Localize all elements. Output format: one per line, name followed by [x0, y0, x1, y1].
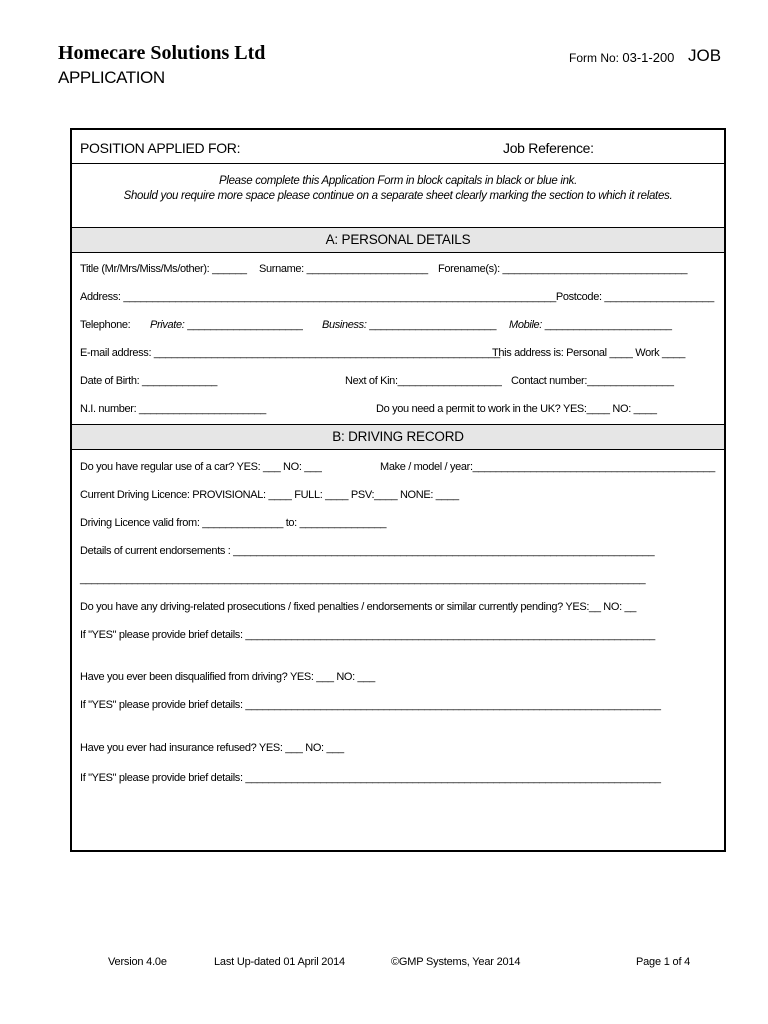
forenames-field[interactable]: Forename(s): ________________________________	[438, 263, 688, 275]
divider	[72, 252, 724, 253]
form-number	[569, 50, 674, 65]
position-row	[72, 130, 724, 163]
telephone-private-field[interactable]: Private: ____________________	[150, 319, 303, 331]
insurance-details-field[interactable]: If "YES" please provide brief details: ________________________________________________________________________	[80, 772, 661, 784]
company-name: Homecare Solutions Ltd	[58, 42, 266, 64]
work-permit-field[interactable]: Do you need a permit to work in the UK? YES:____ NO: ____	[376, 403, 657, 415]
ni-number-field[interactable]: N.I. number: ______________________	[80, 403, 266, 415]
instructions-line-2: Should you require more space please continue on a separate sheet clearly marking the section to which it relates.	[123, 190, 673, 202]
telephone-mobile-field[interactable]: Mobile: ______________________	[509, 319, 672, 331]
next-of-kin-field[interactable]: Next of Kin:__________________	[345, 375, 502, 387]
telephone-label: Telephone:	[80, 319, 131, 331]
document-subtitle: APPLICATION	[58, 68, 165, 87]
contact-number-field[interactable]: Contact number:_______________	[511, 375, 674, 387]
footer-copyright: ©GMP Systems, Year 2014	[391, 956, 521, 968]
car-use-field[interactable]: Do you have regular use of a car? YES: ___ NO: ___	[80, 461, 322, 473]
form-number-value: 03-1-200	[622, 50, 675, 65]
disqualified-details-field[interactable]: If "YES" please provide brief details: ________________________________________________________________________	[80, 699, 661, 711]
surname-field[interactable]: Surname: _____________________	[259, 263, 428, 275]
insurance-refused-field[interactable]: Have you ever had insurance refused? YES: ___ NO: ___	[80, 742, 344, 754]
pending-prosecutions-field[interactable]: Do you have any driving-related prosecutions / fixed penalties / endorsements or similar currently pending? YES:__ NO: __	[80, 601, 637, 613]
disqualified-field[interactable]: Have you ever been disqualified from driving? YES: ___ NO: ___	[80, 671, 375, 683]
address-field[interactable]: Address: ___________________________________________________________________________Postcode: ___________________	[80, 291, 714, 303]
form-number-label: Form No:	[569, 51, 620, 65]
job-reference-label: Job Reference:	[503, 140, 594, 156]
footer-page-number: Page 1 of 4	[636, 956, 691, 968]
instructions	[72, 174, 724, 204]
application-form	[70, 128, 726, 852]
form-word: JOB	[688, 46, 722, 65]
make-model-field[interactable]: Make / model / year:__________________________________________	[380, 461, 715, 473]
footer-updated: Last Up-dated 01 April 2014	[214, 956, 345, 968]
licence-valid-field[interactable]: Driving Licence valid from: ______________ to: _______________	[80, 517, 387, 529]
divider	[72, 163, 724, 164]
section-b-heading: B: DRIVING RECORD	[72, 425, 724, 449]
email-type-field[interactable]: This address is: Personal ____ Work ____	[492, 347, 686, 359]
driving-licence-field[interactable]: Current Driving Licence: PROVISIONAL: ____ FULL: ____ PSV:____ NONE: ____	[80, 489, 459, 501]
divider	[72, 449, 724, 450]
telephone-mobile-label: Mobile:	[509, 319, 543, 331]
email-field[interactable]: E-mail address: ____________________________________________________________	[80, 347, 500, 359]
telephone-private-label: Private:	[150, 319, 185, 331]
footer-version: Version 4.0e	[108, 956, 167, 968]
date-of-birth-field[interactable]: Date of Birth: _____________	[80, 375, 217, 387]
pending-details-field[interactable]: If "YES" please provide brief details: _______________________________________________________________________	[80, 629, 655, 641]
section-a-heading: A: PERSONAL DETAILS	[72, 228, 724, 252]
title-field[interactable]: Title (Mr/Mrs/Miss/Ms/other): ______	[80, 263, 247, 275]
telephone-business-label: Business:	[322, 319, 367, 331]
telephone-business-field[interactable]: Business: ______________________	[322, 319, 497, 331]
instructions-line-1: Please complete this Application Form in block capitals in black or blue ink.	[218, 175, 578, 187]
position-applied-label: POSITION APPLIED FOR:	[80, 140, 241, 156]
endorsements-field[interactable]: Details of current endorsements : _________________________________________________________________________	[80, 545, 655, 557]
endorsements-continuation[interactable]: __________________________________________________________________________________________________	[80, 573, 646, 585]
